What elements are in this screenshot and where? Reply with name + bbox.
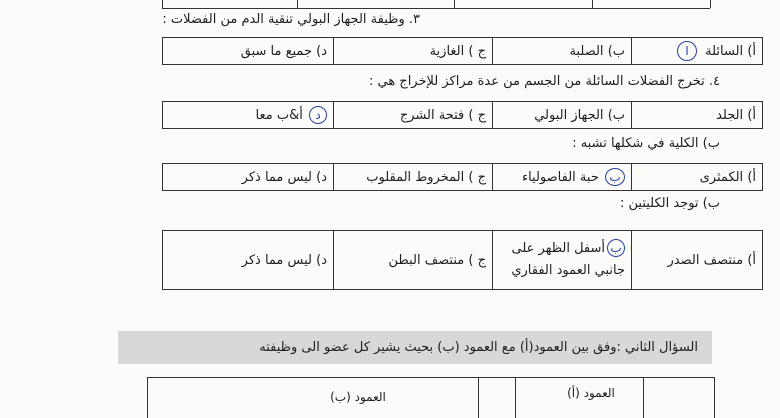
column-a-header: العمود (أ) xyxy=(567,386,615,400)
q6-option-b[interactable]: بأسفل الظهر على جانبي العمود الفقاري xyxy=(493,231,632,290)
q3-option-c[interactable]: ج ) الغازية xyxy=(334,38,493,65)
q4-option-a[interactable]: أ) الجلد xyxy=(632,102,763,129)
q3-option-a[interactable]: أ) السائلة ا xyxy=(632,38,763,65)
q5-option-b[interactable]: ب حبة الفاصولياء xyxy=(493,164,632,191)
question-3-options xyxy=(162,37,763,65)
section-2-label: السؤال الثاني xyxy=(625,340,698,355)
question-5-options xyxy=(162,163,763,191)
q4-option-c[interactable]: ج ) فتحة الشرج xyxy=(334,102,493,129)
q5-option-c[interactable]: ج ) المخروط المقلوب xyxy=(334,164,493,191)
q6-option-d[interactable]: د) ليس مما ذكر xyxy=(163,231,334,290)
question-4-options xyxy=(162,101,763,129)
section-2-heading xyxy=(259,340,698,355)
q4-option-b[interactable]: ب) الجهاز البولي xyxy=(493,102,632,129)
answer-circle-icon: ا xyxy=(677,41,697,61)
q5-option-a[interactable]: أ) الكمثرى xyxy=(632,164,763,191)
answer-circle-icon: ب xyxy=(605,168,625,186)
q6-option-c[interactable]: ج ) منتصف البطن xyxy=(334,231,493,290)
q6-option-a[interactable]: أ) منتصف الصدر xyxy=(632,231,763,290)
question-3-text: ٣. وظيفة الجهاز البولي تنقية الدم من الفضلات : xyxy=(162,12,420,27)
question-5-text: ب) الكلية في شكلها تشبه : xyxy=(572,136,720,151)
question-4-text: ٤. تخرج الفضلات السائلة من الجسم من عدة مراكز للإخراج هي : xyxy=(368,74,720,89)
answer-circle-icon: د xyxy=(309,106,327,124)
answer-circle-icon: ب xyxy=(607,239,625,257)
q5-option-d[interactable]: د) ليس مما ذكر xyxy=(163,164,334,191)
column-b-header: العمود (ب) xyxy=(330,390,386,404)
question-6-options xyxy=(162,230,763,290)
question-6-text: ب) توجد الكليتين : xyxy=(619,196,720,211)
q3-option-b[interactable]: ب) الصلبة xyxy=(493,38,632,65)
section-2-instructions: :وفق بين العمود(أ) مع العمود (ب) بحيث يشير كل عضو الى وظيفته xyxy=(259,340,621,355)
previous-table-bottom-edge xyxy=(162,0,710,9)
q4-option-d[interactable]: د أ&ب معا xyxy=(163,102,334,129)
matching-table xyxy=(147,377,715,418)
q3-option-d[interactable]: د) جميع ما سبق xyxy=(163,38,334,65)
